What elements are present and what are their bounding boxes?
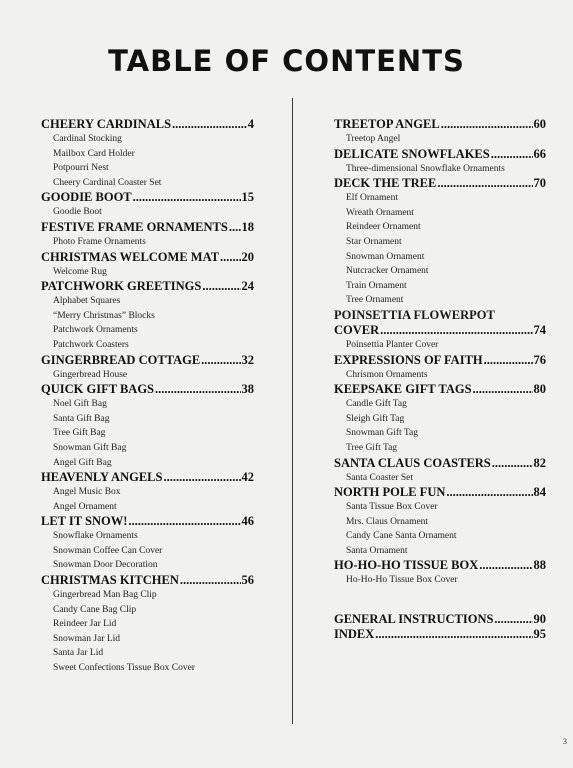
toc-subitem: Patchwork Coasters (53, 339, 129, 350)
toc-heading[interactable] (41, 514, 254, 529)
toc-entry (41, 190, 254, 220)
toc-entry (334, 558, 546, 588)
toc-subitem: Photo Frame Ornaments (53, 236, 146, 247)
toc-heading[interactable] (41, 190, 254, 205)
dot-leader (172, 117, 247, 132)
toc-page-number: 56 (241, 573, 254, 588)
toc-entry (41, 250, 254, 280)
dot-leader (202, 279, 240, 294)
dot-leader (484, 353, 533, 368)
toc-page-number: 66 (533, 146, 546, 161)
toc-heading-title: TREETOP ANGEL (334, 117, 440, 131)
dot-leader (494, 612, 532, 627)
toc-heading-title: CHRISTMAS KITCHEN (41, 573, 179, 588)
toc-page-number: 20 (241, 249, 254, 264)
dot-leader (473, 382, 533, 397)
toc-subitem: Santa Jar Lid (53, 648, 104, 659)
dot-leader (491, 147, 533, 162)
toc-page-number: 90 (533, 612, 546, 627)
toc-heading[interactable] (41, 353, 254, 368)
toc-heading[interactable] (334, 627, 546, 642)
toc-entry (41, 573, 254, 676)
toc-heading[interactable] (41, 250, 254, 265)
toc-heading-title: COVER (334, 322, 380, 337)
toc-subitem: Treetop Angel (346, 134, 401, 144)
toc-subitem: Nutcracker Ornament (346, 266, 429, 277)
toc-subitem: Snowman Ornament (346, 251, 425, 262)
toc-entry (41, 382, 254, 470)
toc-heading[interactable] (41, 117, 254, 132)
toc-entry (41, 220, 254, 250)
toc-entry (334, 382, 546, 455)
dot-leader (180, 573, 241, 588)
toc-subitem: Alphabet Squares (53, 296, 121, 307)
toc-heading-title: CHRISTMAS WELCOME MAT (41, 249, 220, 264)
toc-subitem: Three-dimensional Snowflake Ornaments (346, 163, 505, 174)
toc-heading[interactable] (334, 147, 546, 162)
toc-entry (334, 308, 546, 353)
toc-heading-title: GENERAL INSTRUCTIONS (334, 612, 494, 627)
toc-heading[interactable] (334, 456, 546, 471)
toc-heading-title: NORTH POLE FUN (334, 485, 446, 500)
dot-leader (441, 117, 533, 132)
dot-leader (128, 514, 240, 529)
toc-subitem: Cardinal Stocking (53, 134, 122, 144)
toc-subitem: “Merry Christmas” Blocks (53, 310, 155, 321)
toc-entry (41, 279, 254, 352)
toc-page-number: 32 (241, 352, 254, 367)
toc-entry (41, 514, 254, 573)
toc-entry (334, 176, 546, 308)
toc-heading[interactable] (41, 573, 254, 588)
toc-heading-title: DELICATE SNOWFLAKES (334, 146, 490, 161)
dot-leader (201, 353, 240, 368)
toc-subitem: Snowman Jar Lid (53, 633, 121, 644)
toc-heading-title: LET IT SNOW! (41, 514, 128, 529)
toc-page-number: 24 (241, 279, 254, 294)
toc-heading[interactable] (334, 117, 546, 132)
toc-heading[interactable] (334, 612, 546, 627)
toc-heading-title: QUICK GIFT BAGS (41, 382, 154, 397)
toc-subitem: Noel Gift Bag (53, 399, 107, 410)
toc-page-number: 76 (533, 352, 546, 367)
toc-heading[interactable] (41, 470, 254, 485)
toc-heading[interactable] (334, 176, 546, 191)
toc-entry (41, 470, 254, 514)
toc-entry (334, 147, 546, 177)
column-divider (292, 98, 293, 724)
dot-leader (380, 323, 532, 338)
toc-subitem: Sleigh Gift Tag (346, 413, 405, 424)
page-number: 3 (562, 736, 567, 746)
toc-page-number: 42 (241, 470, 254, 485)
toc-heading-title: GINGERBREAD COTTAGE (41, 352, 201, 367)
toc-subitem: Angel Gift Bag (53, 457, 112, 468)
toc-subitem: Poinsettia Planter Cover (346, 339, 439, 350)
toc-subitem: Goodie Boot (53, 207, 102, 218)
toc-subitem: Wreath Ornament (346, 207, 414, 218)
toc-subitem: Reindeer Jar Lid (53, 619, 117, 630)
toc-heading-line: POINSETTIA FLOWERPOT (334, 307, 495, 322)
toc-subitem: Cheery Cardinal Coaster Set (53, 177, 162, 188)
left-column (41, 117, 254, 676)
toc-subitem: Tree Ornament (346, 295, 404, 306)
dot-leader (492, 456, 533, 471)
toc-subitem: Gingerbread House (53, 369, 128, 380)
toc-entry (334, 485, 546, 558)
toc-entry (334, 117, 546, 147)
toc-entry (334, 353, 546, 383)
section-spacer (334, 588, 546, 612)
toc-subitem: Ho-Ho-Ho Tissue Box Cover (346, 575, 458, 586)
toc-subitem: Elf Ornament (346, 193, 398, 204)
toc-heading[interactable] (41, 382, 254, 397)
toc-heading-title: SANTA CLAUS COASTERS (334, 455, 491, 470)
toc-page-number: 74 (533, 322, 546, 337)
dot-leader (133, 190, 241, 205)
toc-subitem: Tree Gift Bag (53, 428, 106, 439)
toc-heading-title: CHEERY CARDINALS (41, 117, 172, 131)
toc-heading-title: EXPRESSIONS OF FAITH (334, 352, 483, 367)
page-title: TABLE OF CONTENTS (108, 44, 465, 78)
toc-subitem: Chrismon Ornaments (346, 369, 428, 380)
toc-subitem: Patchwork Ornaments (53, 325, 138, 336)
toc-subitem: Gingerbread Man Bag Clip (53, 590, 157, 601)
toc-entry (334, 627, 546, 642)
dot-leader (446, 485, 532, 500)
toc-subitem: Mailbox Card Holder (53, 148, 135, 159)
toc-page-number: 70 (533, 176, 546, 191)
toc-subitem: Tree Gift Tag (346, 442, 398, 453)
toc-subitem: Snowman Gift Bag (53, 442, 127, 453)
toc-subitem: Santa Coaster Set (346, 472, 414, 483)
right-column (334, 117, 546, 642)
toc-subitem: Snowman Coffee Can Cover (53, 545, 163, 556)
toc-subitem: Potpourri Nest (53, 163, 109, 174)
toc-heading-title: KEEPSAKE GIFT TAGS (334, 382, 472, 397)
toc-heading-title: HEAVENLY ANGELS (41, 470, 163, 485)
toc-page-number: 82 (533, 455, 546, 470)
toc-entry (41, 353, 254, 383)
toc-subitem: Star Ornament (346, 236, 402, 247)
toc-page-number: 4 (247, 117, 254, 131)
toc-subitem: Train Ornament (346, 280, 407, 291)
toc-heading[interactable] (334, 382, 546, 397)
toc-page-number: 60 (533, 117, 546, 131)
toc-heading[interactable] (334, 558, 546, 573)
toc-subitem: Mrs. Claus Ornament (346, 516, 429, 527)
toc-page-number: 80 (533, 382, 546, 397)
dot-leader (155, 382, 241, 397)
toc-heading-title: GOODIE BOOT (41, 190, 132, 205)
toc-page-number: 38 (241, 382, 254, 397)
toc-subitem: Candle Gift Tag (346, 399, 407, 410)
toc-subitem: Angel Music Box (53, 487, 121, 498)
toc-subitem: Sweet Confections Tissue Box Cover (53, 663, 195, 674)
toc-heading[interactable] (334, 485, 546, 500)
toc-page-number: 18 (241, 219, 254, 234)
toc-heading[interactable] (41, 220, 254, 235)
toc-subitem: Santa Ornament (346, 545, 408, 556)
toc-page-number: 46 (241, 514, 254, 529)
toc-page-number: 95 (533, 627, 546, 642)
dot-leader (220, 250, 240, 265)
toc-heading-title: HO-HO-HO TISSUE BOX (334, 558, 479, 573)
toc-subitem: Santa Gift Bag (53, 413, 110, 424)
toc-subitem: Angel Ornament (53, 501, 117, 512)
toc-subitem: Welcome Rug (53, 266, 107, 277)
toc-heading-title: FESTIVE FRAME ORNAMENTS (41, 219, 228, 234)
toc-subitem: Candy Cane Bag Clip (53, 604, 137, 615)
toc-subitem: Snowflake Ornaments (53, 531, 138, 542)
toc-page-number: 88 (533, 558, 546, 573)
toc-heading[interactable] (41, 279, 254, 294)
toc-page-number: 84 (533, 485, 546, 500)
toc-entry (334, 612, 546, 627)
dot-leader (479, 558, 532, 573)
toc-subitem: Snowman Gift Tag (346, 428, 418, 439)
toc-subitem: Candy Cane Santa Ornament (346, 531, 457, 542)
toc-heading[interactable] (334, 323, 546, 338)
toc-entry (334, 456, 546, 486)
toc-subitem: Santa Tissue Box Cover (346, 502, 438, 513)
toc-subitem: Snowman Door Decoration (53, 560, 158, 571)
toc-page-number: 15 (241, 190, 254, 205)
toc-heading-title: INDEX (334, 627, 375, 642)
toc-heading-title: PATCHWORK GREETINGS (41, 279, 202, 294)
dot-leader (437, 176, 532, 191)
toc-heading[interactable] (334, 353, 546, 368)
toc-entry (41, 117, 254, 190)
dot-leader (229, 220, 241, 235)
toc-subitem: Reindeer Ornament (346, 222, 421, 233)
dot-leader (375, 627, 532, 642)
toc-heading-title: DECK THE TREE (334, 176, 437, 191)
dot-leader (163, 470, 240, 485)
